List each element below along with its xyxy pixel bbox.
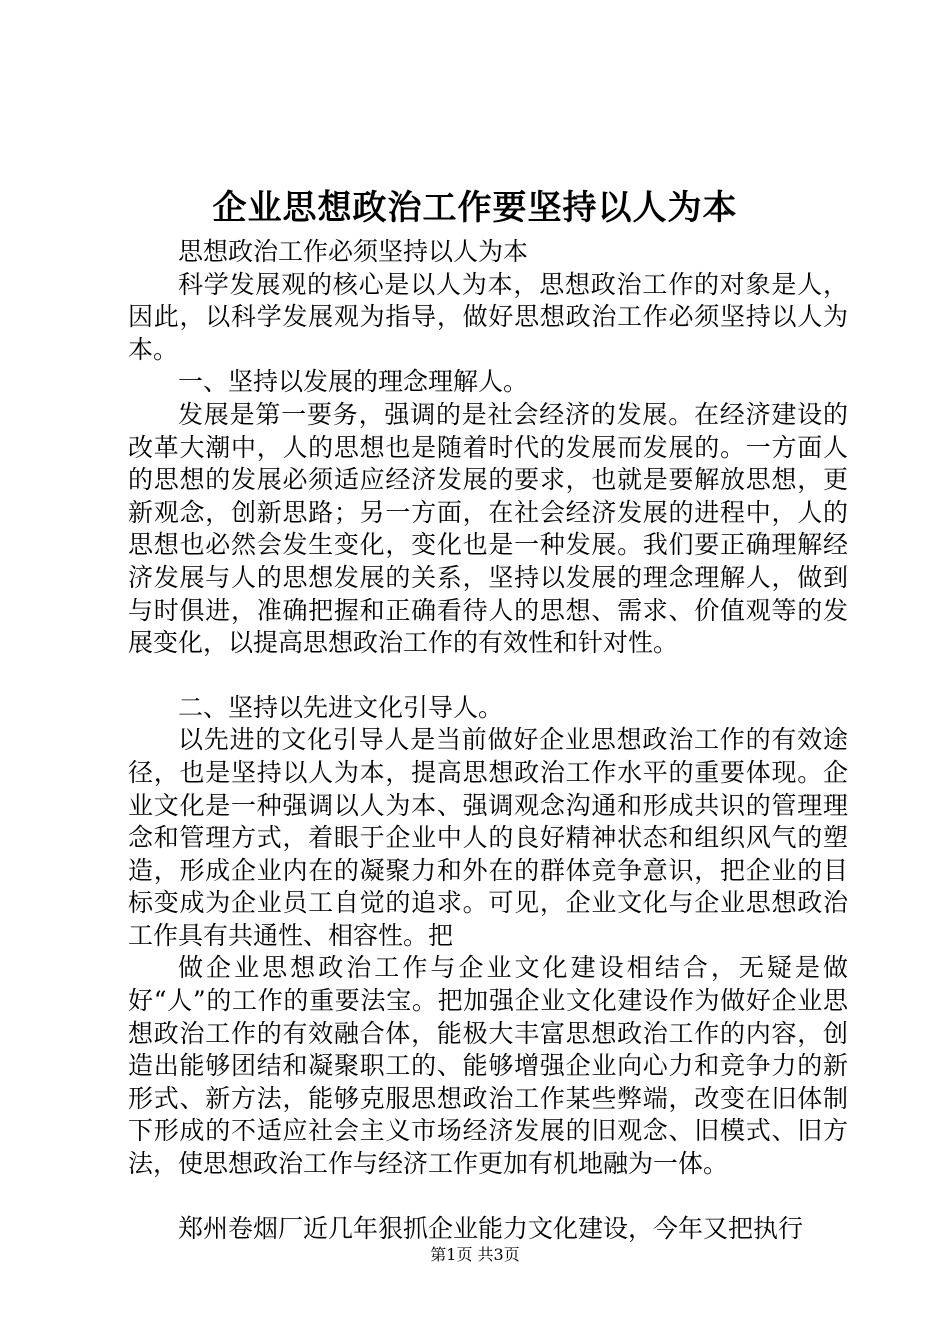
paragraph-intro: 科学发展观的核心是以人为本，思想政治工作的对象是人，因此，以科学发展观为指导，做好思想政治工作必须坚持以人为本。 [128, 269, 848, 364]
paragraph-subtitle: 思想政治工作必须坚持以人为本 [178, 237, 529, 266]
document-body [128, 236, 848, 1245]
section-heading-2: 二、坚持以先进文化引导人。 [178, 692, 504, 722]
paragraph-zhengzhou: 郑州卷烟厂近几年狠抓企业能力文化建设，今年又把执行 [178, 1213, 804, 1243]
paragraph-section-2: 以先进的文化引导人是当前做好企业思想政治工作的有效途径，也是坚持以人为本，提高思想政治工作水平的重要体现。企业文化是一种强调以人为本、强调观念沟通和形成共识的管理理念和管理方式，着眼于企业中人的良好精神状态和组织风气的塑造，形成企业内在的凝聚力和外在的群体竞争意识，把企业的目标变成为企业员工自觉的追求。可见，企业文化与企业思想政治工作具有共通性、相容性。把 [128, 725, 848, 950]
paragraph-culture: 做企业思想政治工作与企业文化建设相结合，无疑是做好“人”的工作的重要法宝。把加强企业文化建设作为做好企业思想政治工作的有效融合体，能极大丰富思想政治工作的内容，创造出能够团结和凝聚职工的、能够增强企业向心力和竞争力的新形式、新方法，能够克服思想政治工作某些弊端，改变在旧体制下形成的不适应社会主义市场经济发展的旧观念、旧模式、旧方法，使思想政治工作与经济工作更加有机地融为一体。 [128, 953, 848, 1179]
section-heading-1: 一、坚持以发展的理念理解人。 [178, 367, 529, 397]
document-title: 企业思想政治工作要坚持以人为本 [212, 188, 738, 228]
page-footer: 第1页 共3页 [430, 1245, 520, 1264]
paragraph-section-1: 发展是第一要务，强调的是社会经济的发展。在经济建设的改革大潮中，人的思想也是随着时代的发展而发展的。一方面人的思想的发展必须适应经济发展的要求，也就是要解放思想，更新观念，创新思路；另一方面，在社会经济发展的进程中，人的思想也必然会发生变化，变化也是一种发展。我们要正确理解经济发展与人的思想发展的关系，坚持以发展的理念理解人，做到与时俱进，准确把握和正确看待人的思想、需求、价值观等的发展变化，以提高思想政治工作的有效性和针对性。 [128, 399, 848, 658]
